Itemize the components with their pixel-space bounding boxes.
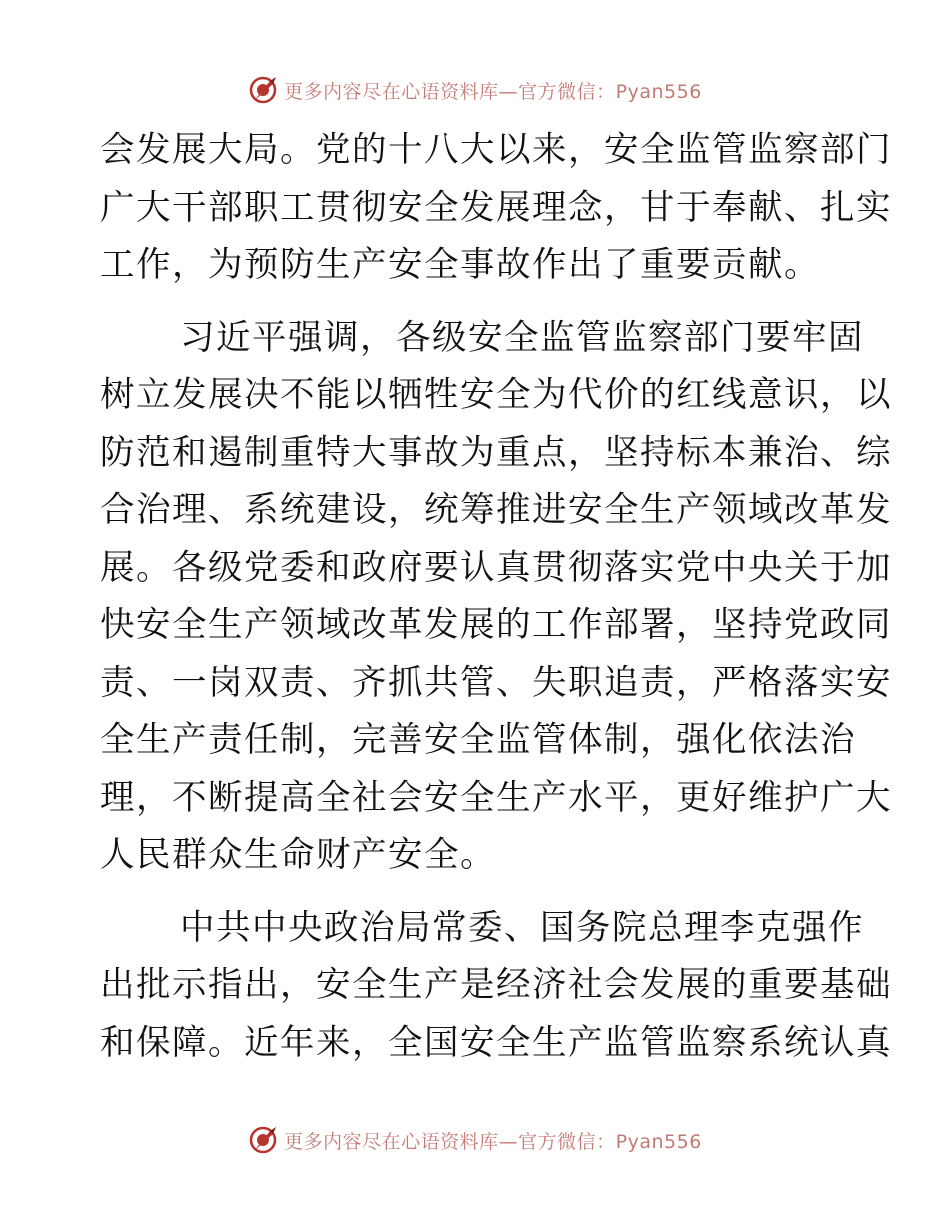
text-line: 责、一岗双责、齐抓共管、失职追责，严格落实安: [100, 662, 892, 703]
text-line: 习近平强调，各级安全监管监察部门要牢固: [180, 317, 864, 358]
text-line: 全生产责任制，完善安全监管体制，强化依法治: [100, 720, 856, 760]
text-line: 出批示指出，安全生产是经济社会发展的重要基础: [100, 965, 892, 1005]
text-line: 中共中央政治局常委、国务院总理李克强作: [180, 907, 864, 948]
text-line: 树立发展决不能以牺牲安全为代价的红线意识，以: [100, 375, 892, 415]
header-banner-text: 更多内容尽在心语资料库—官方微信：Pyan556: [284, 80, 702, 103]
text-line: 和保障。近年来，全国安全生产监管监察系统认真: [100, 1022, 892, 1063]
text-line: 防范和遏制重特大事故为重点，坚持标本兼治、综: [100, 432, 892, 473]
text-line: 广大干部职工贯彻安全发展理念，甘于奉献、扎实: [100, 187, 892, 228]
text-line: 人民群众生命财产安全。: [100, 835, 496, 875]
text-line: 展。各级党委和政府要认真贯彻落实党中央关于加: [100, 547, 892, 588]
document-body: [100, 122, 892, 1072]
text-line: 合治理、系统建设，统筹推进安全生产领域改革发: [100, 490, 892, 530]
paragraph-2: [100, 310, 892, 885]
header-banner: [0, 72, 950, 108]
quill-logo-icon: [248, 75, 278, 105]
paragraph-3: [100, 900, 892, 1073]
paragraph-1: [100, 122, 892, 295]
text-line: 工作，为预防生产安全事故作出了重要贡献。: [100, 245, 820, 285]
quill-logo-icon: [248, 1125, 278, 1155]
text-line: 理，不断提高全社会安全生产水平，更好维护广大: [100, 777, 892, 818]
text-line: 快安全生产领域改革发展的工作部署，坚持党政同: [100, 605, 892, 645]
text-line: 会发展大局。党的十八大以来，安全监管监察部门: [100, 130, 892, 170]
footer-banner-text: 更多内容尽在心语资料库—官方微信：Pyan556: [284, 1130, 702, 1153]
footer-banner: [0, 1122, 950, 1158]
